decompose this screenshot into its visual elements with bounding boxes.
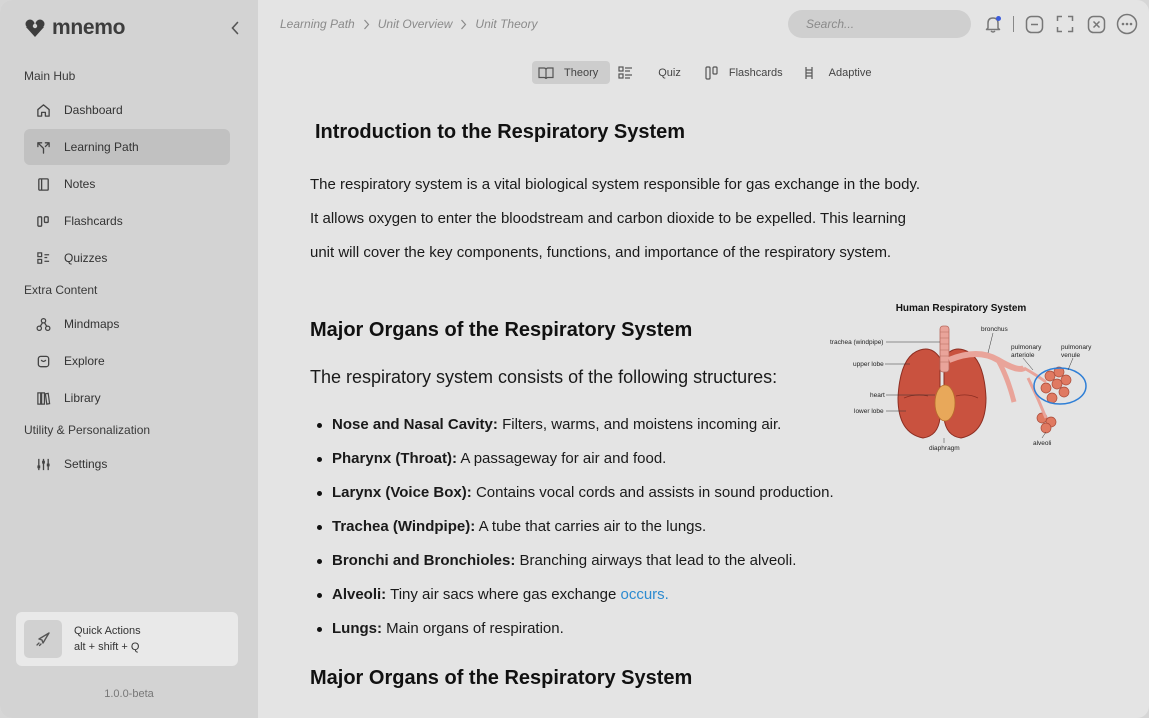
fullscreen-icon bbox=[1056, 15, 1074, 33]
more-options-button[interactable] bbox=[1116, 13, 1138, 35]
intro-line: The respiratory system is a vital biological system responsible for gas exchange in the body. bbox=[310, 176, 921, 193]
sidebar-item-label: Quizzes bbox=[64, 251, 108, 265]
sidebar-item-flashcards[interactable] bbox=[24, 203, 230, 239]
quick-actions-shortcut: alt + shift + Q bbox=[74, 641, 140, 653]
mindmap-icon bbox=[36, 317, 51, 332]
list-item bbox=[332, 612, 834, 646]
app-logo[interactable] bbox=[24, 16, 125, 40]
tab-label: Flashcards bbox=[728, 66, 783, 79]
close-button[interactable] bbox=[1085, 13, 1107, 35]
trachea bbox=[940, 326, 949, 372]
sidebar-item-library[interactable] bbox=[24, 380, 230, 416]
list-item bbox=[332, 442, 834, 476]
list-item bbox=[332, 510, 834, 544]
label-bronchus: bronchus bbox=[981, 326, 1008, 333]
organ-desc: Main organs of respiration. bbox=[386, 620, 564, 637]
tab-label: Quiz bbox=[658, 66, 681, 79]
section-label-extra-content: Extra Content bbox=[24, 283, 98, 297]
organ-desc: A tube that carries air to the lungs. bbox=[478, 518, 707, 535]
sliders-icon bbox=[36, 457, 51, 472]
label-pulmonary-arteriole-1: pulmonary bbox=[1011, 344, 1042, 351]
section-label-main-hub: Main Hub bbox=[24, 69, 76, 83]
alveoli-cluster bbox=[1024, 367, 1086, 433]
breadcrumb-unit-theory[interactable]: Unit Theory bbox=[475, 17, 538, 31]
organ-term: Larynx (Voice Box): bbox=[332, 484, 472, 501]
organ-term: Alveoli: bbox=[332, 586, 387, 603]
sidebar-item-label: Library bbox=[64, 391, 101, 405]
sidebar-item-settings[interactable] bbox=[24, 446, 230, 482]
sidebar-item-learning-path[interactable] bbox=[24, 129, 230, 165]
bell-icon bbox=[983, 14, 1003, 34]
list-item bbox=[332, 578, 834, 612]
organ-term: Bronchi and Bronchioles: bbox=[332, 552, 516, 569]
tab-adaptive[interactable] bbox=[797, 61, 884, 84]
organ-term: Pharynx (Throat): bbox=[332, 450, 458, 467]
sidebar-item-label: Flashcards bbox=[64, 214, 123, 228]
app-name: mnemo bbox=[52, 16, 126, 39]
intro-line: It allows oxygen to enter the bloodstream and carbon dioxide to be expelled. This learning bbox=[310, 210, 906, 227]
breadcrumb-unit-overview[interactable]: Unit Overview bbox=[377, 17, 453, 31]
search-input[interactable] bbox=[788, 10, 971, 38]
close-icon bbox=[1087, 15, 1106, 34]
organ-term: Trachea (Windpipe): bbox=[332, 518, 476, 535]
home-icon bbox=[36, 103, 51, 118]
respiratory-system-diagram bbox=[828, 298, 1096, 458]
sidebar-item-label: Dashboard bbox=[64, 103, 123, 117]
list-item bbox=[332, 544, 834, 578]
section-heading: Major Organs of the Respiratory System bbox=[310, 319, 693, 341]
label-trachea: trachea (windpipe) bbox=[830, 339, 884, 346]
quick-actions-icon-box bbox=[24, 620, 62, 658]
section-label-utility: Utility & Personalization bbox=[24, 423, 151, 437]
breadcrumb bbox=[280, 17, 537, 31]
heart bbox=[935, 385, 955, 421]
path-icon bbox=[36, 140, 51, 155]
occurs-link[interactable]: occurs. bbox=[620, 586, 669, 603]
sidebar-item-label: Explore bbox=[64, 354, 105, 368]
list-icon bbox=[36, 251, 51, 266]
section-lead: The respiratory system consists of the following structures: bbox=[310, 367, 778, 387]
list-icon bbox=[618, 66, 633, 80]
list-item bbox=[332, 408, 834, 442]
intro-line: unit will cover the key components, functions, and importance of the respiratory system. bbox=[310, 244, 892, 261]
toolbar-divider bbox=[1013, 16, 1014, 32]
chevron-right-icon bbox=[460, 19, 467, 30]
label-upper-lobe: upper lobe bbox=[853, 361, 884, 368]
sidebar-item-quizzes[interactable] bbox=[24, 240, 230, 276]
page-title: Introduction to the Respiratory System bbox=[315, 121, 686, 143]
minimize-button[interactable] bbox=[1023, 13, 1045, 35]
intro-paragraph bbox=[310, 168, 990, 270]
organ-desc: A passageway for air and food. bbox=[460, 450, 667, 467]
fullscreen-button[interactable] bbox=[1054, 13, 1076, 35]
sidebar-item-label: Settings bbox=[64, 457, 108, 471]
flashcards-icon bbox=[705, 66, 719, 80]
version-label: 1.0.0-beta bbox=[104, 688, 154, 700]
explore-icon bbox=[36, 354, 51, 369]
sidebar-item-mindmaps[interactable] bbox=[24, 306, 230, 342]
tab-quiz[interactable] bbox=[612, 61, 693, 84]
label-diaphragm: diaphragm bbox=[929, 445, 960, 452]
sidebar bbox=[0, 0, 258, 718]
organ-desc: Contains vocal cords and assists in sound production. bbox=[475, 484, 834, 501]
breadcrumb-learning-path[interactable]: Learning Path bbox=[280, 17, 355, 31]
organ-desc: Tiny air sacs where gas exchange bbox=[390, 586, 617, 603]
tab-flashcards[interactable] bbox=[699, 61, 795, 84]
notifications-button[interactable] bbox=[982, 13, 1004, 35]
figure-title: Human Respiratory System bbox=[895, 303, 1027, 314]
rocket-icon bbox=[34, 630, 52, 648]
tab-label: Adaptive bbox=[828, 66, 872, 79]
more-icon bbox=[1116, 13, 1138, 35]
label-pulmonary-venule-2: venule bbox=[1061, 352, 1081, 359]
list-item bbox=[332, 476, 834, 510]
chevron-right-icon bbox=[363, 19, 370, 30]
section-heading: Major Organs of the Respiratory System bbox=[310, 667, 693, 689]
flashcards-icon bbox=[36, 214, 51, 229]
organ-term: Nose and Nasal Cavity: bbox=[332, 416, 498, 433]
logo-icon bbox=[24, 18, 46, 38]
chevron-left-icon bbox=[230, 21, 240, 35]
organ-desc: Filters, warms, and moistens incoming air. bbox=[502, 416, 782, 433]
sidebar-item-label: Learning Path bbox=[64, 140, 139, 154]
organ-list bbox=[332, 408, 834, 646]
left-lung bbox=[898, 349, 940, 438]
quick-actions-title: Quick Actions bbox=[74, 625, 141, 637]
minimize-icon bbox=[1025, 15, 1044, 34]
library-icon bbox=[36, 391, 51, 406]
sidebar-item-explore[interactable] bbox=[24, 343, 230, 379]
quick-actions-text bbox=[74, 623, 141, 655]
organ-term: Lungs: bbox=[332, 620, 382, 637]
organ-desc: Branching airways that lead to the alveoli. bbox=[519, 552, 797, 569]
book-open-icon bbox=[538, 66, 554, 80]
collapse-sidebar-button[interactable] bbox=[226, 18, 244, 38]
label-heart: heart bbox=[870, 392, 885, 399]
sidebar-item-notes[interactable] bbox=[24, 166, 230, 202]
notebook-icon bbox=[36, 177, 51, 192]
label-lower-lobe: lower lobe bbox=[854, 408, 884, 415]
sidebar-item-dashboard[interactable] bbox=[24, 92, 230, 128]
sidebar-item-label: Mindmaps bbox=[64, 317, 120, 331]
content-tabs bbox=[532, 61, 885, 84]
ladder-icon bbox=[803, 66, 815, 80]
tab-label: Theory bbox=[564, 66, 599, 79]
label-pulmonary-arteriole-2: arteriole bbox=[1011, 352, 1035, 359]
tab-theory[interactable] bbox=[532, 61, 610, 84]
sidebar-item-label: Notes bbox=[64, 177, 96, 191]
quick-actions-button[interactable] bbox=[16, 612, 238, 666]
label-pulmonary-venule-1: pulmonary bbox=[1061, 344, 1092, 351]
label-alveoli: alveoli bbox=[1033, 440, 1052, 447]
